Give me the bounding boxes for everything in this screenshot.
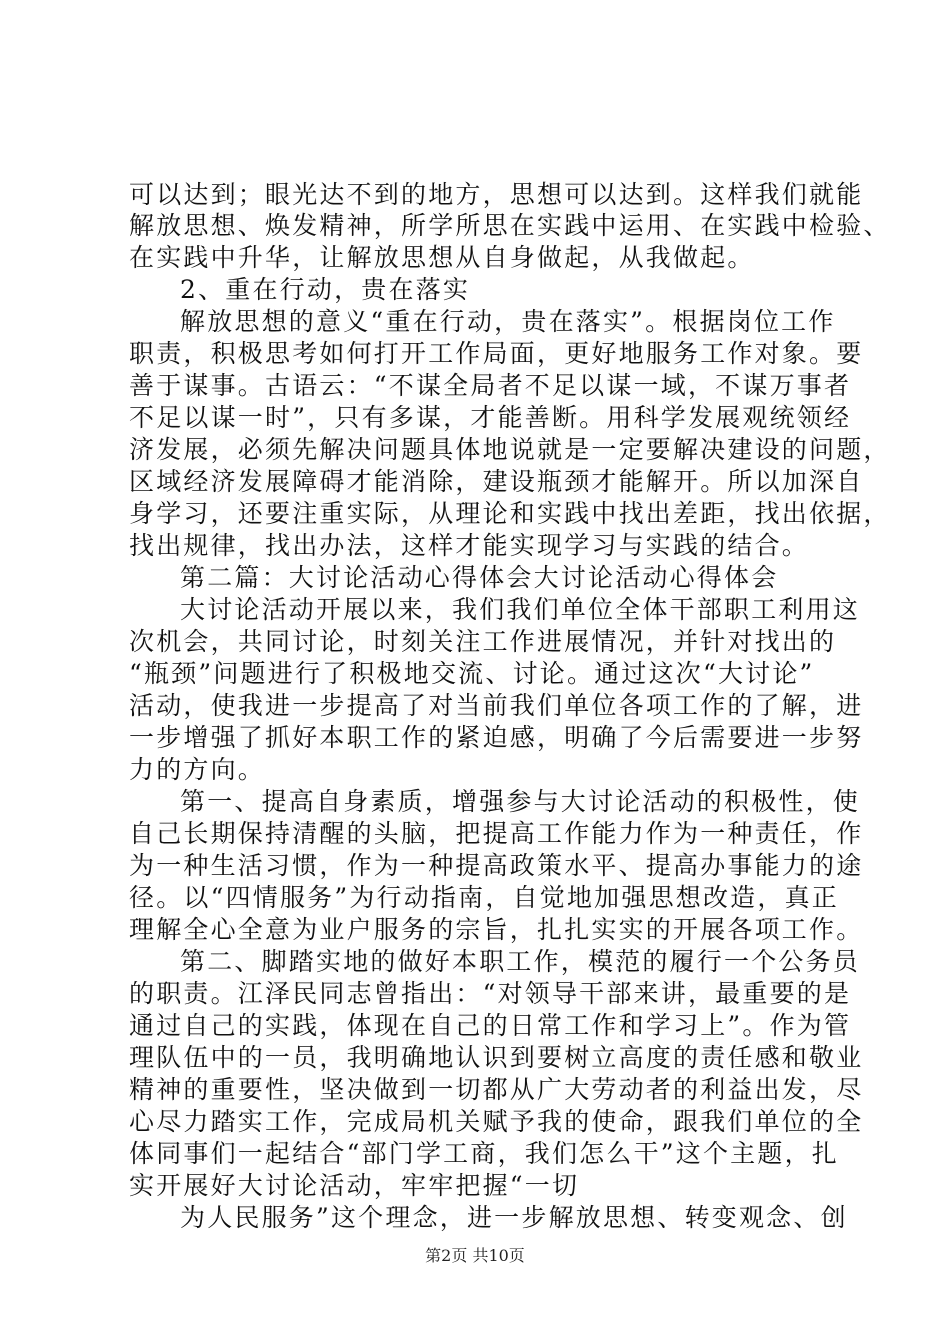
body-text-line: 区域经济发展障碍才能消除，建设瓶颈才能解开。所以加深自	[129, 467, 864, 496]
body-text-line: 第一、提高自身素质，增强参与大讨论活动的积极性，使	[180, 787, 861, 816]
body-text-line: 自己长期保持清醒的头脑，把提高工作能力作为一种责任，作	[129, 819, 864, 848]
page-footer: 第2页 共10页	[425, 1246, 525, 1265]
section-heading: 2、重在行动，贵在落实	[180, 275, 471, 304]
body-text-line: 不足以谋一时”，只有多谋，才能善断。用科学发展观统领经	[129, 403, 852, 432]
body-text-line: 精神的重要性，坚决做到一切都从广大劳动者的利益出发，尽	[129, 1075, 864, 1104]
body-text-line: 在实践中升华，让解放思想从自身做起，从我做起。	[129, 243, 755, 272]
body-text-line: 理解全心全意为业户服务的宗旨，扎扎实实的开展各项工作。	[129, 915, 864, 944]
body-text-line: 解放思想的意义“重在行动，贵在落实”。根据岗位工作	[180, 307, 836, 336]
section-heading: 第二篇：大讨论活动心得体会大讨论活动心得体会	[180, 563, 779, 592]
body-text-line: 济发展，必须先解决问题具体地说就是一定要解决建设的问题，	[129, 435, 891, 464]
body-text-line: 可以达到；眼光达不到的地方，思想可以达到。这样我们就能	[129, 180, 864, 209]
body-text-line: 的职责。江泽民同志曾指出：“对领导干部来讲，最重要的是	[129, 979, 852, 1008]
body-text-line: 身学习，还要注重实际，从理论和实践中找出差距，找出依据，	[129, 499, 891, 528]
body-text-line: 体同事们一起结合“部门学工商，我们怎么干”这个主题，扎	[129, 1139, 839, 1168]
body-text-line: “瓶颈”问题进行了积极地交流、讨论。通过这次“大讨论”	[129, 659, 815, 688]
body-text-line: 职责，积极思考如何打开工作局面，更好地服务工作对象。要	[129, 339, 864, 368]
body-text-line: 力的方向。	[129, 755, 266, 784]
body-text-line: 找出规律，找出办法，这样才能实现学习与实践的结合。	[129, 531, 810, 560]
body-text-line: 一步增强了抓好本职工作的紧迫感，明确了今后需要进一步努	[129, 723, 864, 752]
body-text-line: 解放思想、焕发精神，所学所思在实践中运用、在实践中检验、	[129, 211, 891, 240]
body-text-line: 实开展好大讨论活动，牢牢把握“一切	[129, 1171, 580, 1200]
body-text-line: 为人民服务”这个理念，进一步解放思想、转变观念、创	[180, 1203, 848, 1232]
body-text-line: 心尽力踏实工作，完成局机关赋予我的使命，跟我们单位的全	[129, 1107, 864, 1136]
body-text-line: 通过自己的实践，体现在自己的日常工作和学习上”。作为管	[129, 1011, 852, 1040]
body-text-line: 活动，使我进一步提高了对当前我们单位各项工作的了解，进	[129, 691, 864, 720]
body-text-line: 善于谋事。古语云：“不谋全局者不足以谋一域，不谋万事者	[129, 371, 852, 400]
body-text-line: 为一种生活习惯，作为一种提高政策水平、提高办事能力的途	[129, 851, 864, 880]
body-text-line: 次机会，共同讨论，时刻关注工作进展情况，并针对找出的	[129, 627, 837, 656]
body-text-line: 理队伍中的一员，我明确地认识到要树立高度的责任感和敬业	[129, 1043, 864, 1072]
body-text-line: 径。以“四情服务”为行动指南，自觉地加强思想改造，真正	[129, 883, 839, 912]
body-text-line: 第二、脚踏实地的做好本职工作，模范的履行一个公务员	[180, 947, 861, 976]
body-text-line: 大讨论活动开展以来，我们我们单位全体干部职工利用这	[180, 595, 861, 624]
